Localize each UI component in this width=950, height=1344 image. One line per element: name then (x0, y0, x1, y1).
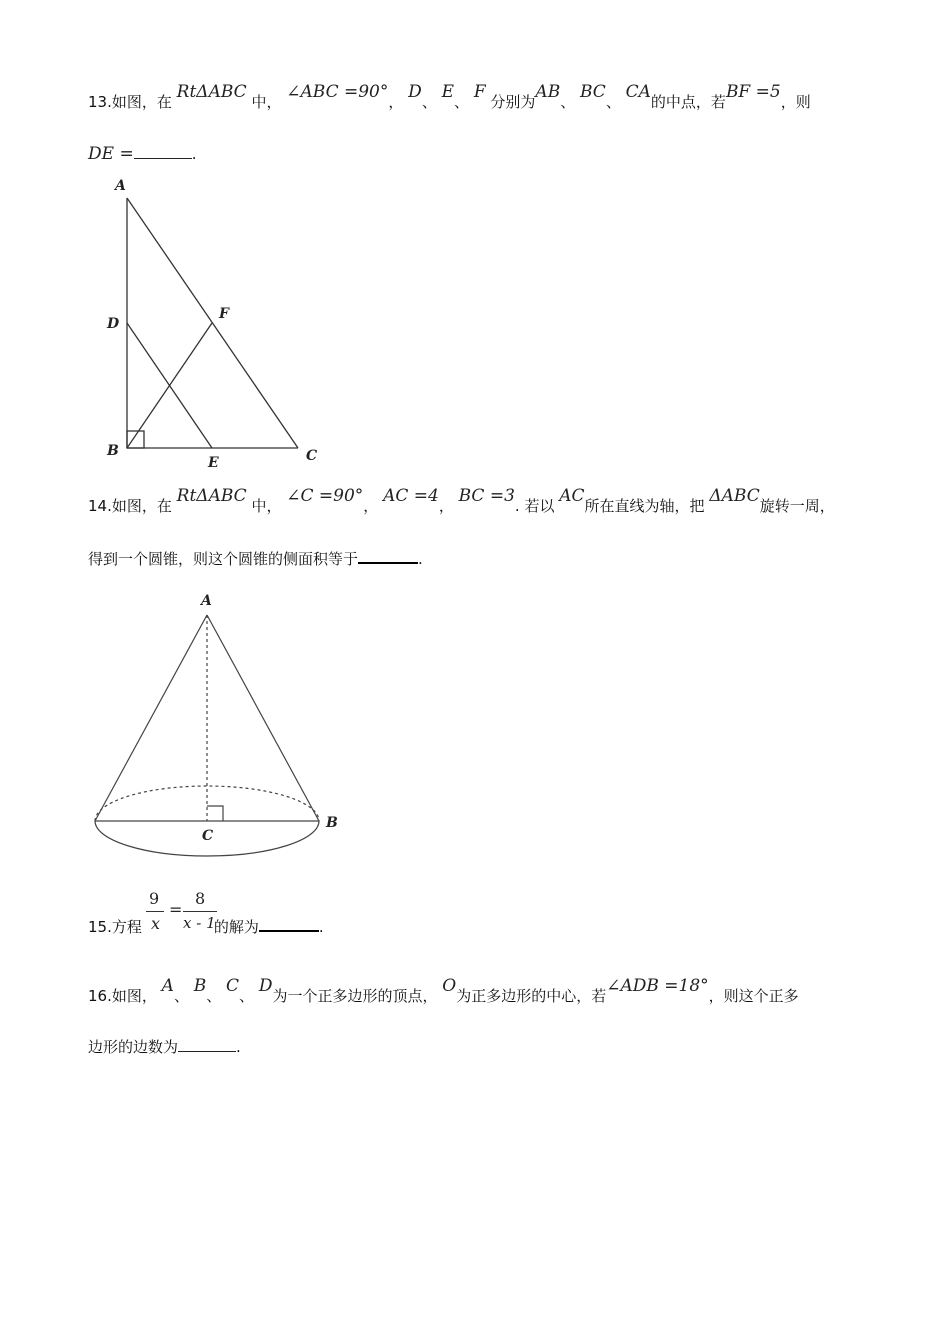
q14-label-b: B (326, 815, 338, 831)
q15-period: . (318, 918, 324, 936)
q15-text: 的解为 (213, 918, 259, 936)
q13-label-d: D (107, 316, 120, 332)
q14-angle: ∠C =90° (286, 486, 364, 506)
q13-text: ，则 (780, 93, 811, 111)
q16-point-a: A (161, 976, 174, 996)
q15-number: 15. (88, 918, 112, 936)
q14-period: . (418, 550, 423, 568)
q14-text: . 若以 (514, 497, 555, 515)
q13-label-f: F (219, 306, 229, 322)
q13-text: 分别为 (490, 93, 536, 111)
q16-period: . (236, 1038, 241, 1056)
q13-angle: ∠ABC =90° (286, 82, 389, 102)
q15-text: 方程 (111, 918, 142, 936)
q16-line-1 (88, 976, 870, 1006)
q16-point-d: D (258, 976, 273, 996)
q13-sep: 、 (560, 93, 576, 111)
q16-text: 为一个正多边形的顶点， (272, 987, 438, 1005)
q16-angle: ∠ADB =18° (606, 976, 709, 996)
q15-denominator-2: x - 1 (183, 914, 216, 932)
q14-comma: ， (438, 497, 454, 515)
q16-sep: 、 (206, 987, 222, 1005)
q16-line-2 (88, 1037, 870, 1057)
q16-answer-blank[interactable] (178, 1037, 236, 1052)
q14-rt-abc: RtΔABC (176, 486, 247, 506)
q16-text: 为正多边形的中心，若 (456, 987, 607, 1005)
q14-label-a: A (201, 593, 212, 609)
q15-equals: = (169, 900, 183, 919)
q13-sep: 、 (454, 93, 470, 111)
q13-de: DE = (88, 144, 134, 164)
q14-triangle: ΔABC (709, 486, 760, 506)
q16-text: 如图， (111, 987, 157, 1005)
q14-cone-right-edge (207, 615, 319, 821)
q13-text: 中， (251, 93, 282, 111)
q13-seg-ca: CA (625, 82, 651, 102)
q13-line-2 (88, 144, 870, 164)
q15-line (88, 916, 870, 937)
q13-seg-bc: BC (580, 82, 606, 102)
q14-text: 如图，在 (111, 497, 172, 515)
q13-label-e: E (208, 455, 219, 471)
q14-line-1 (88, 486, 870, 516)
q13-sep: 、 (605, 93, 621, 111)
q13-line-1 (88, 82, 870, 112)
q14-text: 旋转一周， (759, 497, 835, 515)
q13-right-angle-mark (127, 431, 144, 448)
q13-point-f: F (473, 82, 486, 102)
q14-ac-axis: AC (559, 486, 585, 506)
q13-sep: 、 (421, 93, 437, 111)
q14-right-angle-mark (207, 806, 223, 821)
q16-text: ，则这个正多 (708, 987, 799, 1005)
q15-numerator-1: 9 (149, 889, 160, 908)
q15-denominator-1: x (151, 914, 161, 933)
q13-seg-ab: AB (535, 82, 561, 102)
q14-number: 14. (88, 497, 112, 515)
q13-label-b: B (107, 443, 119, 459)
q13-point-e: E (441, 82, 455, 102)
q13-answer-blank[interactable] (134, 144, 192, 159)
q13-point-d: D (408, 82, 422, 102)
q13-figure (95, 172, 335, 472)
q14-comma: ， (363, 497, 379, 515)
q14-ac: AC =4 (383, 486, 439, 506)
q14-text: 中， (251, 497, 282, 515)
q13-text: 如图，在 (111, 93, 172, 111)
q14-text: 得到一个圆锥，则这个圆锥的侧面积等于 (88, 550, 359, 568)
q16-sep: 、 (173, 987, 189, 1005)
q13-period: . (191, 145, 197, 163)
q15-fraction-bar-1 (146, 911, 164, 912)
q16-point-o: O (442, 976, 457, 996)
q15-fraction-bar-2 (183, 911, 217, 912)
q14-answer-blank[interactable] (358, 548, 418, 564)
q15-answer-blank[interactable] (259, 916, 319, 932)
q16-point-c: C (226, 976, 240, 996)
q16-text: 边形的边数为 (88, 1038, 179, 1056)
q14-line-2 (88, 548, 870, 569)
q13-bf: BF =5 (725, 82, 781, 102)
q16-sep: 、 (239, 987, 255, 1005)
q14-cone-figure (85, 585, 345, 870)
q14-label-c: C (202, 828, 214, 844)
q13-text: 的中点，若 (650, 93, 726, 111)
q14-bc: BC =3 (458, 486, 515, 506)
q15-numerator-2: 8 (195, 889, 206, 908)
q13-text: ， (388, 93, 404, 111)
q13-label-a: A (115, 178, 126, 194)
q16-point-b: B (193, 976, 207, 996)
q14-text: 所在直线为轴，把 (584, 497, 705, 515)
q13-number: 13. (88, 93, 112, 111)
q16-number: 16. (88, 987, 112, 1005)
q13-label-c: C (306, 448, 318, 464)
q13-rt-abc: RtΔABC (176, 82, 247, 102)
